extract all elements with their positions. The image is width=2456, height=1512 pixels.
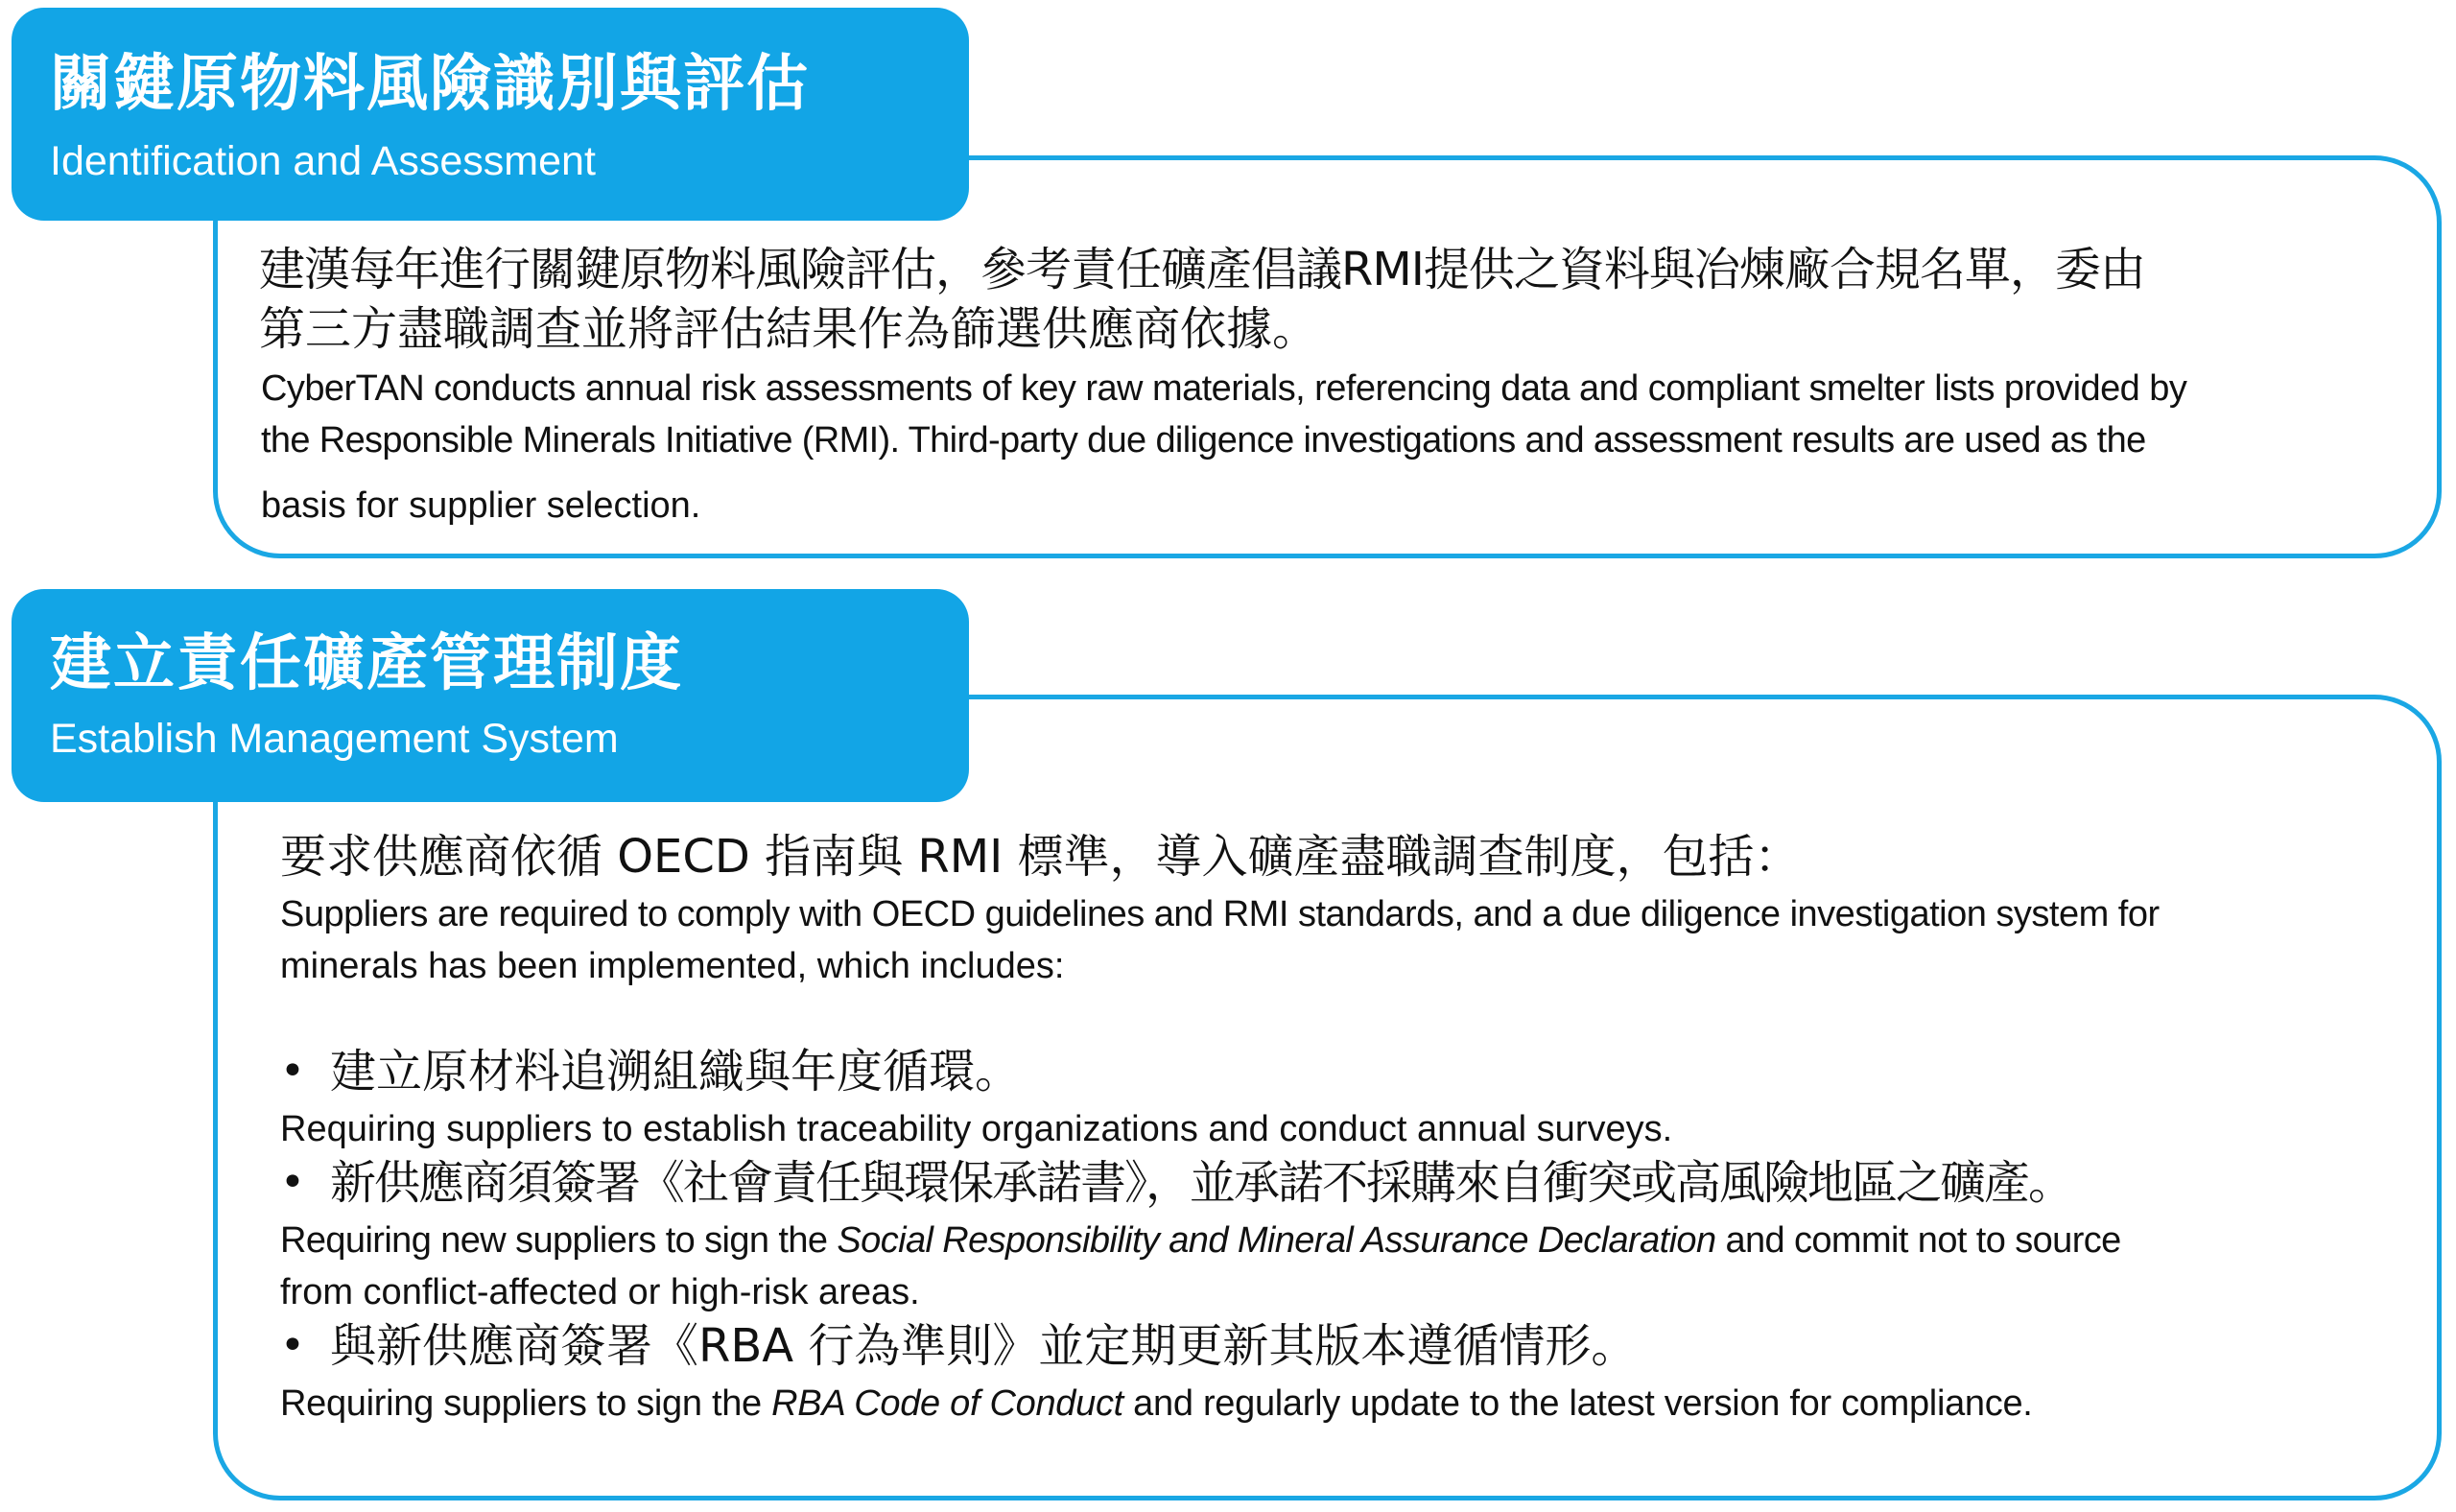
- item3-zh: 與新供應商簽署《RBA 行為準則》並定期更新其版本遵循情形。: [330, 1319, 1638, 1373]
- bullet-icon: •: [280, 1321, 305, 1370]
- section1-body-en-line2: the Responsible Minerals Initiative (RMI). Third-party due diligence investigations and assessment results are used as the: [261, 420, 2146, 461]
- section2-intro-zh: 要求供應商依循 OECD 指南與 RMI 標準，導入礦產盡職調查制度，包括：: [280, 830, 1801, 884]
- section1-header-tab: [12, 8, 969, 221]
- section1-body-en-line3: basis for supplier selection.: [261, 485, 701, 526]
- section2-title-en: Establish Management System: [50, 716, 619, 762]
- item2-en-line1: [280, 1215, 2121, 1266]
- item2-en-line2: from conflict-affected or high-risk areas.: [280, 1272, 920, 1312]
- section1-body-zh-line1: 建漢每年進行關鍵原物料風險評估，參考責任礦產倡議RMI提供之資料與冶煉廠合規名單，委由: [259, 243, 2145, 296]
- section2-intro-en-line2: minerals has been implemented, which includes:: [280, 946, 1065, 986]
- item2-en-declaration: Social Responsibility and Mineral Assurance Declaration: [837, 1220, 1716, 1261]
- section2-title-zh: 建立責任礦產管理制度: [50, 628, 683, 699]
- section1-body-en-line1: CyberTAN conducts annual risk assessments of key raw materials, referencing data and compliant smelter lists provided by: [261, 368, 2187, 409]
- section1-title-zh: 關鍵原物料風險識別與評估: [50, 49, 810, 120]
- section1-title-en: Identification and Assessment: [50, 138, 596, 184]
- item1-zh: 建立原材料追溯組織與年度循環。: [330, 1045, 1022, 1099]
- item3-en-post: and regularly update to the latest version for compliance.: [1122, 1383, 2033, 1424]
- section1-body-zh-line2: 第三方盡職調查並將評估結果作為篩選供應商依據。: [259, 302, 1319, 356]
- item2-en-pre: Requiring new suppliers to sign the: [280, 1220, 838, 1261]
- bullet-icon: •: [280, 1158, 305, 1207]
- item1-en: Requiring suppliers to establish traceability organizations and conduct annual surveys.: [280, 1109, 1673, 1149]
- bullet-icon: •: [280, 1047, 305, 1096]
- item3-en-pre: Requiring suppliers to sign the: [280, 1383, 772, 1424]
- section2-intro-en-line1: Suppliers are required to comply with OECD guidelines and RMI standards, and a due diligence investigation system for: [280, 894, 2160, 934]
- item2-zh: 新供應商須簽署《社會責任與環保承諾書》，並承諾不採購來自衝突或高風險地區之礦產。: [330, 1156, 2073, 1210]
- item3-en-rba-code: RBA Code of Conduct: [771, 1383, 1123, 1424]
- item2-en-post: and commit not to source: [1715, 1220, 2121, 1261]
- item3-en: [280, 1378, 2033, 1429]
- section2-header-tab: [12, 589, 969, 802]
